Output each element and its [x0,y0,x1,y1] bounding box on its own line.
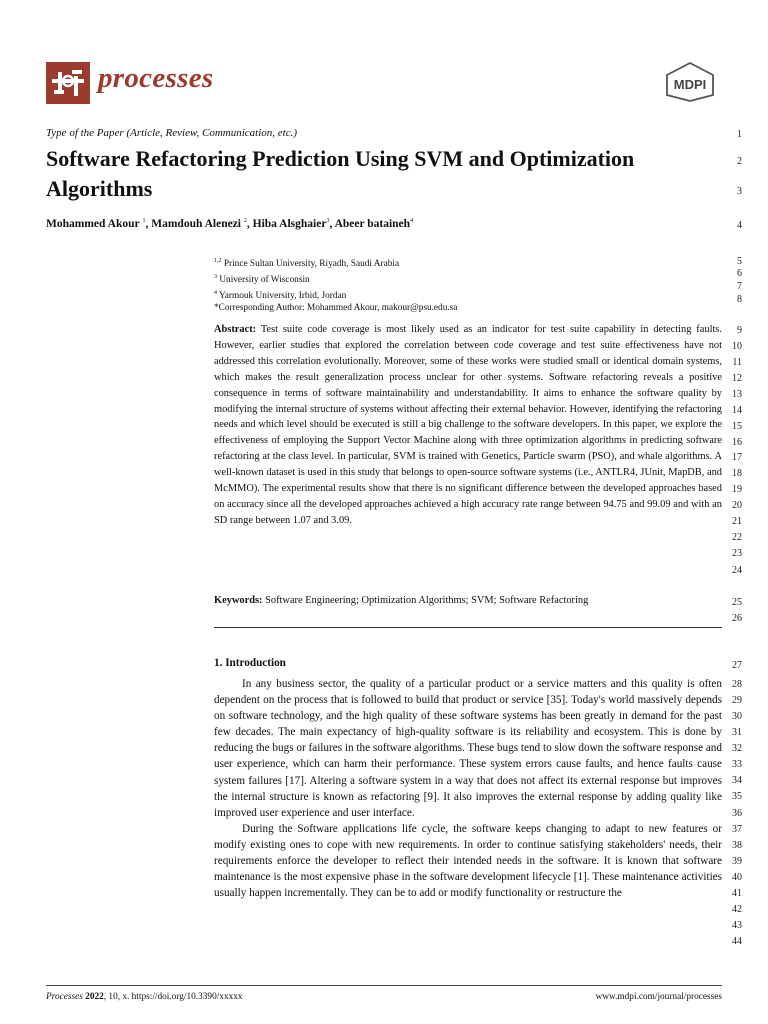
processes-logo-icon [46,62,90,104]
line-number: 44 [732,936,742,947]
line-number: 2 [737,156,742,167]
author-affil-sup: 3 [326,218,330,225]
line-number: 31 [732,727,742,738]
line-number: 42 [732,904,742,915]
line-number: 34 [732,775,742,786]
affiliations [214,255,457,315]
journal-name: processes [98,62,214,94]
footer-journal: Processes [46,992,83,1002]
line-number: 43 [732,920,742,931]
paper-title-line: Software Refactoring Prediction Using SVM and Optimization [46,146,635,171]
line-number: 14 [732,405,742,416]
line-number: 23 [732,548,742,559]
author-affil-sup: 1 [142,218,146,225]
keywords [214,595,722,606]
line-number: 29 [732,695,742,706]
author-name: Abeer bataineh [334,218,411,230]
line-number: 32 [732,743,742,754]
paper-title [46,144,726,204]
line-number: 37 [732,824,742,835]
affiliation-sup: 4 [214,289,217,296]
paragraph: In any business sector, the quality of a particular product or a service matters and this quality is often dependent on the process that is followed to build that product or service [35]. Today's world massively depends on software technology, and the high quality of these software systems has been greatly in demand for the past few decades. The main expectancy of high-quality software is its reliability and ecosystem. This is done by reducing the bugs or failures in the software algorithms. These bugs tend to slow down the software response and user experience, which can harm their performance. These system errors cause faults, and hence faults cause system failures [17]. Altering a software system in a way that does not affect its external response but improves the internal structure is known as refactoring [9]. It also improves the external response by adding quality like improved user experience and user interface. [214,678,722,819]
footer-year: 2022 [85,992,104,1002]
line-number: 8 [737,294,742,305]
line-number: 30 [732,711,742,722]
affiliation-line [214,271,457,287]
journal-header [46,60,726,106]
affiliation-sup: 1,2 [214,258,222,264]
line-number: 16 [732,437,742,448]
author-list: Mohammed Akour $^1$, Mamdouh Alenezi $^2$, Hiba Alsghaier$^3$, Abeer bataineh$^4$ [46,218,414,230]
line-number: 25 [732,597,742,608]
line-number: 35 [732,791,742,802]
line-number: 20 [732,500,742,511]
footer-volume-doi: , 10, x. https://doi.org/10.3390/xxxxx [103,992,243,1002]
line-number: 4 [737,220,742,231]
affiliation-line [214,287,457,303]
affiliation-text: University of Wisconsin [219,274,310,285]
line-number: 38 [732,840,742,851]
line-number: 6 [737,268,742,279]
author-affil-sup: 4 [410,218,414,225]
section-body [214,676,722,901]
line-number: 39 [732,856,742,867]
line-number: 1 [737,129,742,140]
mdpi-logo-text: MDPI [673,77,707,92]
line-number: 5 [737,256,742,267]
line-number: 19 [732,484,742,495]
footer-citation [46,992,243,1002]
abstract [214,322,722,529]
keywords-text: Software Engineering; Optimization Algorithms; SVM; Software Refactoring [265,595,589,606]
affiliation-text: Yarmouk University, Irbid, Jordan [218,290,347,301]
section-heading: 1. Introduction [214,657,286,669]
line-number: 33 [732,759,742,770]
abstract-text: Test suite code coverage is most likely used as an indicator for test suite capability in detecting faults. However, earlier studies that explored the correlation between code coverage and test suite effectiveness have not addressed this correlation evolutionally. Moreover, some of these works were studied small or identical domain systems, which makes the result generalization process unclear for other systems. Software refactoring reveals a positive consequence in terms of software maintainability and understandability. It aims to enhance the software quality by modifying the internal structure of systems without affecting their external behavior. However, identifying the refactoring needs and which level should be executed is still a big challenge to the software developers. In this paper, we explore the effectiveness of employing the Support Vector Machine along with three optimization algorithms in predicting software refactoring at the class level. In particular, SVM is trained with Genetics, Particle swarm (PSO), and whale algorithms. A well-known dataset is used in this study that belongs to open-source software systems (i.e., ANTLR4, JUnit, MapDB, and McMMO). The experimental results show that there is no significant difference between the developed approaches based on accuracy since all the developed approaches achieved a high accuracy rate range between 94.75 and 99.09 and with an SD range between 1.07 and 3.09. [214,324,722,526]
line-number: 36 [732,808,742,819]
line-number: 17 [732,452,742,463]
mdpi-logo [664,62,716,102]
author-name: Mamdouh Alenezi [151,218,241,230]
line-number: 10 [732,341,742,352]
line-number: 7 [737,281,742,292]
keywords-label: Keywords: [214,595,263,606]
line-number: 18 [732,468,742,479]
author-name: Mohammed Akour [46,218,140,230]
paper-type: Type of the Paper (Article, Review, Communication, etc.) [46,127,297,139]
affiliation-line [214,255,457,271]
line-number: 15 [732,421,742,432]
line-number: 40 [732,872,742,883]
affiliation-text: Prince Sultan University, Riyadh, Saudi Arabia [223,259,400,270]
line-number: 24 [732,565,742,576]
paper-title-line: Algorithms [46,176,153,201]
line-number: 26 [732,613,742,624]
line-number: 21 [732,516,742,527]
line-number: 13 [732,389,742,400]
paragraph: During the Software applications life cycle, the software keeps changing to adapt to new features or modify existing ones to cope with new requirements. In order to continue satisfying stakeholders' needs, their requirements enforce the developer to reflect their intended needs in the software. It is known that software maintenance is the most expensive phase in the software development lifecycle [1]. These maintenance activities usually happen incrementally. They can be to add or modify functionality or restructure the [214,822,722,900]
author-name: Hiba Alsghaier [252,218,327,230]
line-number: 11 [732,357,742,368]
line-number: 27 [732,660,742,671]
affiliation-sup: 3 [214,273,217,280]
footer-url[interactable]: www.mdpi.com/journal/processes [595,992,722,1002]
line-number: 12 [732,373,742,384]
line-number: 41 [732,888,742,899]
line-number: 22 [732,532,742,543]
abstract-label: Abstract: [214,324,257,335]
corresponding-author: *Corresponding Author: Mohammed Akour, makour@psu.edu.sa [214,303,458,314]
author-affil-sup: 2 [243,218,247,225]
line-number: 3 [737,186,742,197]
footer-divider [46,985,722,986]
section-divider [214,627,722,628]
line-number: 9 [737,325,742,336]
line-number: 28 [732,679,742,690]
